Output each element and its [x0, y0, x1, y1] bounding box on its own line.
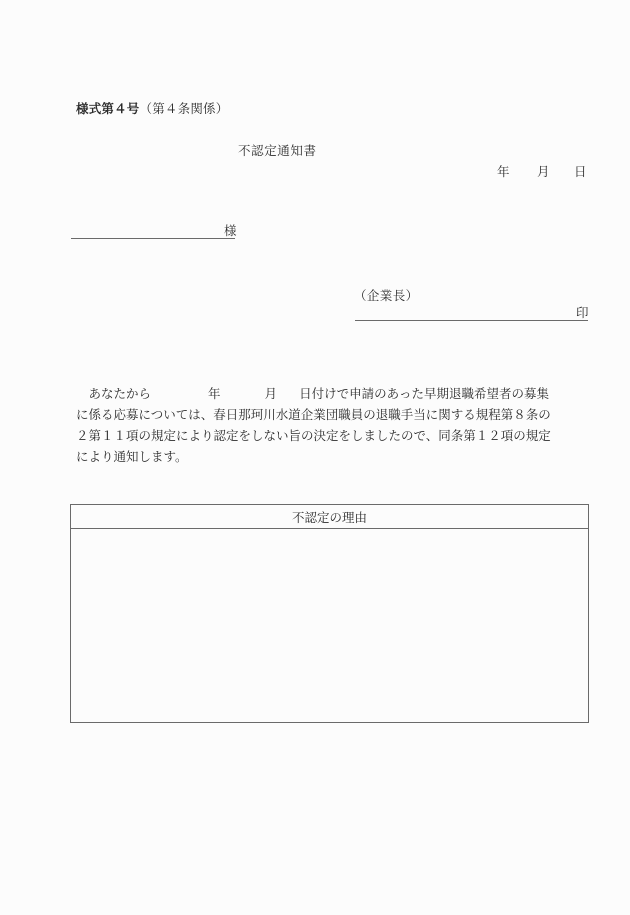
seal-mark: 印	[576, 305, 589, 320]
body-line-1-prefix: あなたから	[88, 386, 152, 401]
issuer-title: （企業長）	[354, 288, 419, 303]
body-line-2: に係る応募については、春日那珂川水道企業団職員の退職手当に関する規程第８条の	[76, 407, 551, 422]
addressee-name-line	[71, 238, 235, 239]
document-title: 不認定通知書	[238, 143, 317, 158]
body-line-3: ２第１１項の規定により認定をしない旨の決定をしましたので、同条第１２項の規定	[76, 428, 551, 443]
body-line-1	[76, 383, 596, 404]
body-month-label: 月	[264, 386, 278, 401]
date-year-label: 年	[497, 164, 510, 179]
issuer-signature-line	[355, 320, 588, 321]
notice-body	[76, 383, 596, 467]
reason-table	[70, 504, 589, 723]
form-number	[76, 99, 228, 117]
form-relation-label: （第４条関係）	[139, 101, 229, 116]
date-field	[497, 162, 587, 180]
body-line-4: により通知します。	[76, 449, 188, 464]
date-month-label: 月	[537, 164, 550, 179]
reason-table-header: 不認定の理由	[71, 505, 588, 529]
addressee-honorific: 様	[224, 223, 237, 238]
body-line-1-suffix: 日付けで申請のあった早期退職希望者の募集	[299, 386, 549, 401]
reason-content-area	[71, 529, 588, 722]
date-day-label: 日	[574, 164, 587, 179]
form-number-label: 様式第４号	[76, 101, 140, 116]
body-year-label: 年	[208, 386, 221, 401]
